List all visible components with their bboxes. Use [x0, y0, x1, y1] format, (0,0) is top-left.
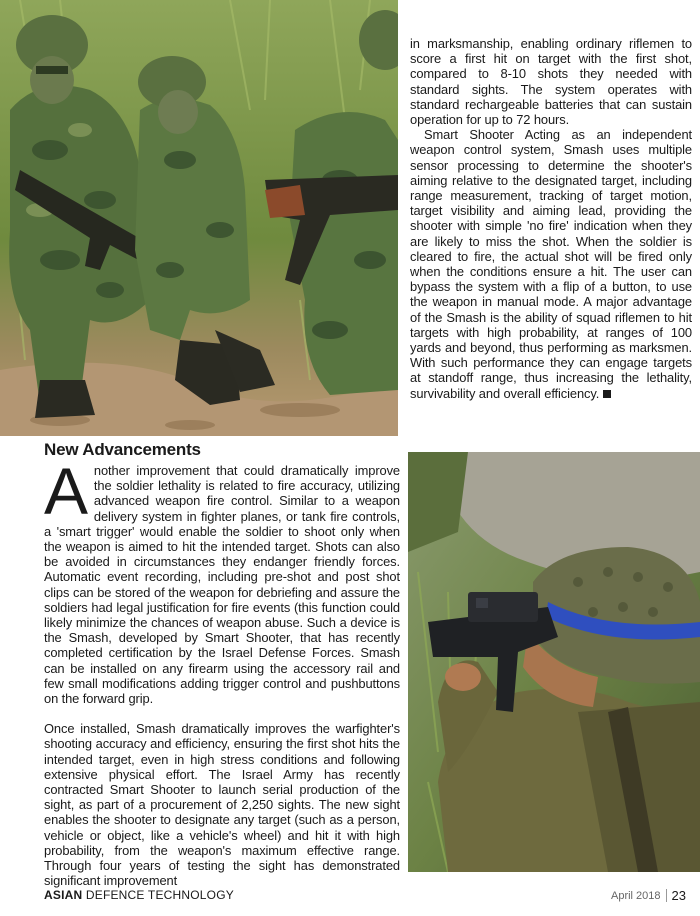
footer-divider	[666, 889, 667, 902]
top-photo-soldiers	[0, 0, 398, 436]
left-paragraph-1-text: nother improvement that could dramatically improve the soldier lethality is related to fire accuracy, utilizing advanced weapon fire control. Similar to a weapon delivery system in fighter planes, or tank fire controls, a 'smart trigger' would enable the soldier to shoot only when the weapon is aimed to hit the intended target. Shots can also be avoided in circumstances they endanger friendly forces. Automatic event recording, including pre-shot and post shot clips can be stored of the weapon for debriefing and assure the soldiers had legal justification for fire events (this function could likely minimize the chances of weapon abuse. Such a device is the Smash, developed by Smart Shooter, that has recently completed certification by the Israel Defense Forces. Smash can be installed on any firearm using the accessory rail and few small modifications adding trigger control and pushbuttons on the forward grip.	[44, 463, 400, 707]
footer-right	[611, 888, 686, 903]
left-column-text	[44, 440, 400, 888]
page-number: 23	[671, 888, 686, 903]
issue-date: April 2018	[610, 889, 661, 902]
publication-name-rest: DEFENCE TECHNOLOGY	[82, 888, 234, 902]
left-paragraph-2: Once installed, Smash dramatically improves the warfighter's shooting accuracy and efficiency, ensuring the first shot hits the intended target, even in high stress conditions and following extensive physical effort. The Israel Army has recently contracted Smart Shooter to launch serial production of the sight, as part of a procurement of 2,250 sights. The new sight enables the shooter to designate any target (such as a person, vehicle or object, like a vehicle's wheel) and hit it with high probability, from the weapon's maximum effective range. Through four years of testing the sight has demonstrated significant improvement	[44, 721, 400, 889]
right-paragraph-continued: in marksmanship, enabling ordinary riflemen to score a first hit on target with the first shot, compared to 8-10 shots they needed with standard sights. The system operates with standard rechargeable batteries that can sustain operation for up to 72 hours.	[410, 36, 692, 128]
section-heading: New Advancements	[44, 440, 201, 459]
publication-name-bold: ASIAN	[44, 888, 83, 902]
right-paragraph-smart-shooter-text: Smart Shooter Acting as an independent weapon control system, Smash uses multiple sensor processing to determine the shooter's aiming relative to the designated target, including range measurement, tracking of target motion, target visibility and aiming lead, providing the shooter with simple 'no fire' indication when they are likely to miss the shot. When the soldier is cleared to fire, the actual shot will be fired only when the conditions ensure a hit. The user can bypass the system with a flip of a button, to use the weapon in manual mode. A major advantage of the Smash is the ability of squad riflemen to hit targets with high probability, at ranges of 100 yards and beyond, thus performing as marksmen. With such performance they can engage targets at standoff range, thus increasing the lethality, survivability and overall efficiency.	[410, 127, 692, 401]
left-paragraph-1	[44, 454, 400, 707]
right-paragraph-smart-shooter	[410, 127, 692, 401]
page-footer	[44, 888, 686, 904]
right-column-text	[410, 36, 692, 401]
drop-cap: A	[44, 454, 88, 528]
end-of-article-square-icon	[603, 390, 611, 398]
publication-name	[44, 888, 234, 902]
bottom-photo-soldier-sight	[408, 452, 700, 872]
